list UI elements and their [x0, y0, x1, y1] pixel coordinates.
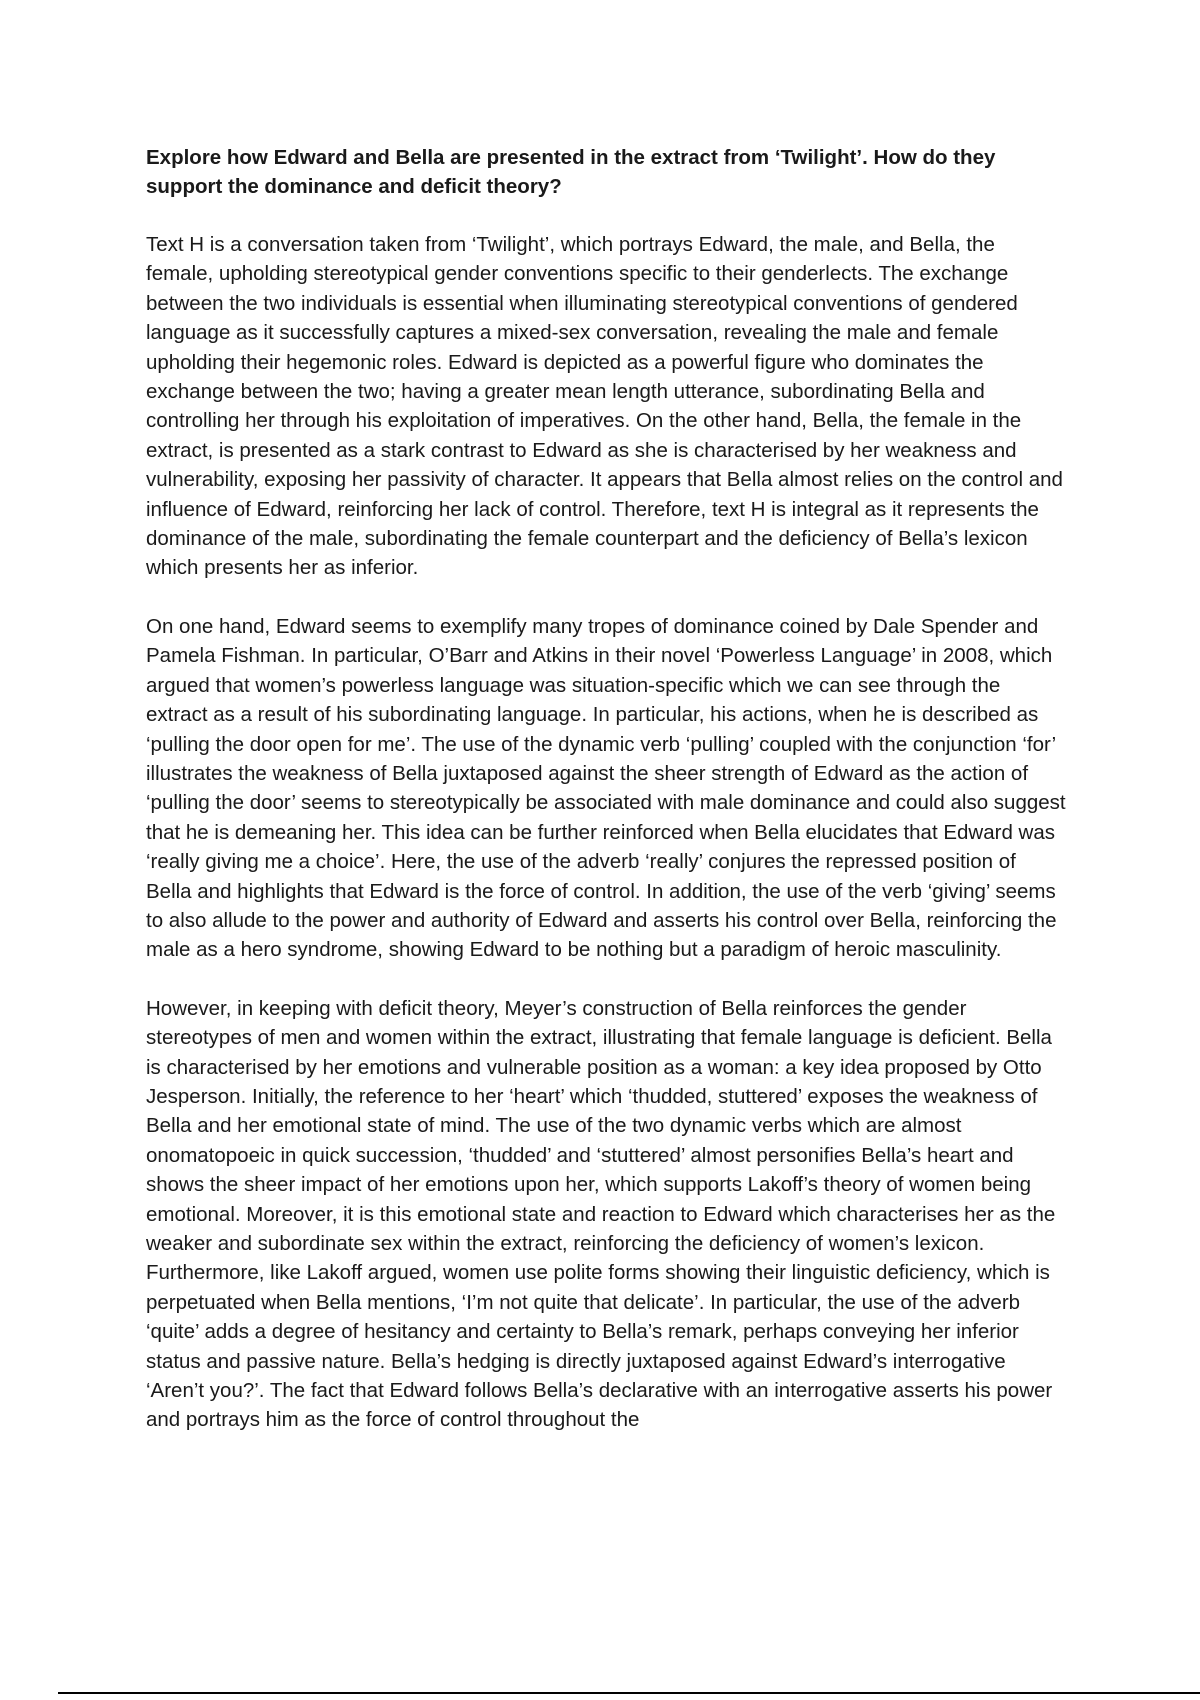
- paragraph-dominance: On one hand, Edward seems to exemplify many tropes of dominance coined by Dale Spender and Pamela Fishman. In particular, O’Barr and Atkins in their novel ‘Powerless Language’ in 2008, which argued that women’s powerless language was situation-specific which we can see through the extract as a result of his subordinating language. In particular, his actions, when he is described as ‘pulling the door open for me’. The use of the dynamic verb ‘pulling’ coupled with the conjunction ‘for’ illustrates the weakness of Bella juxtaposed against the sheer strength of Edward as the action of ‘pulling the door’ seems to stereotypically be associated with male dominance and could also suggest that he is demeaning her. This idea can be further reinforced when Bella elucidates that Edward was ‘really giving me a choice’. Here, the use of the adverb ‘really’ conjures the repressed position of Bella and highlights that Edward is the force of control. In addition, the use of the verb ‘giving’ seems to also allude to the power and authority of Edward and asserts his control over Bella, reinforcing the male as a hero syndrome, showing Edward to be nothing but a paradigm of heroic masculinity.: [146, 614, 1066, 962]
- footer-divider: [58, 1692, 1200, 1694]
- paragraph-introduction: Text H is a conversation taken from ‘Twilight’, which portrays Edward, the male, and Bella, the female, upholding stereotypical gender conventions specific to their genderlects. The exchange between the two individuals is essential when illuminating stereotypical conventions of gendered language as it successfully captures a mixed-sex conversation, revealing the male and female upholding their hegemonic roles. Edward is depicted as a powerful figure who dominates the exchange between the two; having a greater mean length utterance, subordinating Bella and controlling her through his exploitation of imperatives. On the other hand, Bella, the female in the extract, is presented as a stark contrast to Edward as she is characterised by her weakness and vulnerability, exposing her passivity of character. It appears that Bella almost relies on the control and influence of Edward, reinforcing her lack of control. Therefore, text H is integral as it represents the dominance of the male, subordinating the female counterpart and the deficiency of Bella’s lexicon which presents her as inferior.: [146, 233, 1063, 580]
- document-page: [146, 143, 1066, 1464]
- essay-question: Explore how Edward and Bella are presented in the extract from ‘Twilight’. How do they support the dominance and deficit theory?: [146, 146, 996, 198]
- paragraph-deficit: However, in keeping with deficit theory, Meyer’s construction of Bella reinforces the gender stereotypes of men and women within the extract, illustrating that female language is deficient. Bella is characterised by her emotions and vulnerable position as a woman: a key idea proposed by Otto Jesperson. Initially, the reference to her ‘heart’ which ‘thudded, stuttered’ exposes the weakness of Bella and her emotional state of mind. The use of the two dynamic verbs which are almost onomatopoeic in quick succession, ‘thudded’ and ‘stuttered’ almost personifies Bella’s heart and shows the sheer impact of her emotions upon her, which supports Lakoff’s theory of women being emotional. Moreover, it is this emotional state and reaction to Edward which characterises her as the weaker and subordinate sex within the extract, reinforcing the deficiency of women’s lexicon. Furthermore, like Lakoff argued, women use polite forms showing their linguistic deficiency, which is perpetuated when Bella mentions, ‘I’m not quite that delicate’. In particular, the use of the adverb ‘quite’ adds a degree of hesitancy and certainty to Bella’s remark, perhaps conveying her inferior status and passive nature. Bella’s hedging is directly juxtaposed against Edward’s interrogative ‘Aren’t you?’. The fact that Edward follows Bella’s declarative with an interrogative asserts his power and portrays him as the force of control throughout the: [146, 996, 1056, 1432]
